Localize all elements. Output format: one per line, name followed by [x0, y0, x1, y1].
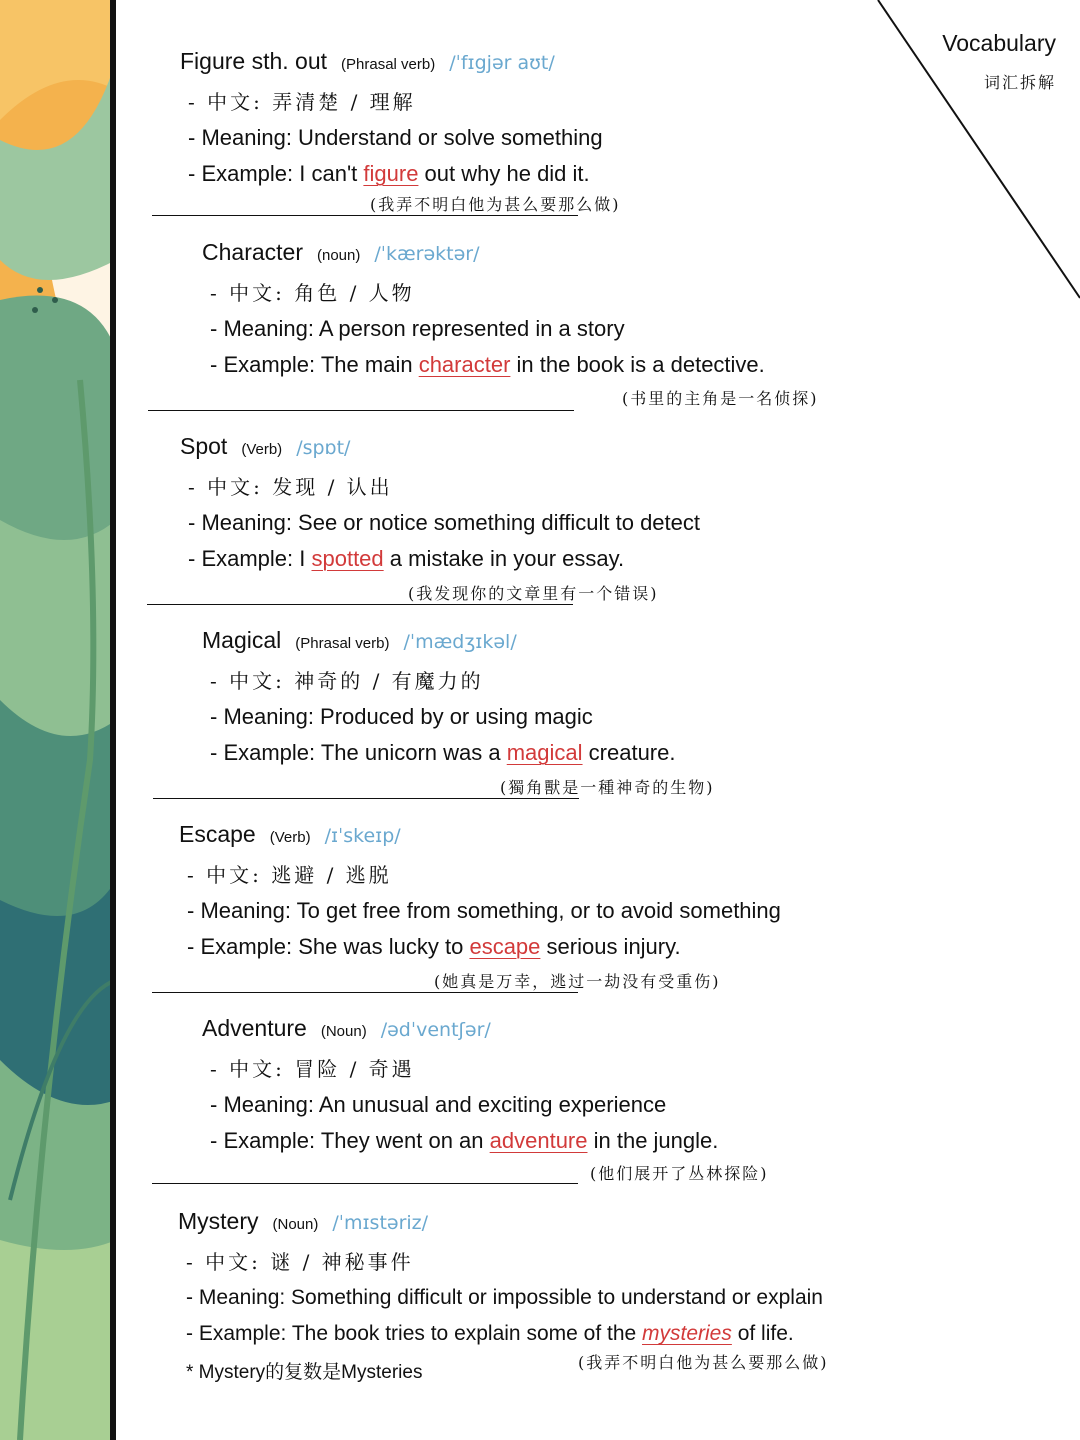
highlighted-word: spotted	[311, 546, 384, 571]
part-of-speech: (Noun)	[272, 1216, 319, 1233]
chinese-meaning: - 中文: 逃避 / 逃脱	[187, 863, 392, 887]
example-sentence: - Example: The book tries to explain some of the mysteries of life.	[186, 1322, 794, 1345]
vocab-word: Character	[202, 239, 303, 265]
vocab-word: Figure sth. out	[180, 48, 328, 74]
example-sentence: - Example: She was lucky to escape serious injury.	[187, 934, 681, 959]
vocab-word: Mystery	[178, 1208, 259, 1234]
example-translation: (他们展开了丛林探险)	[590, 1164, 769, 1183]
chinese-meaning: - 中文: 冒险 / 奇遇	[210, 1057, 415, 1081]
example-sentence: - Example: The main character in the book is a detective.	[210, 352, 765, 377]
section-subtitle: 词汇拆解	[983, 73, 1056, 92]
chinese-meaning: - 中文: 弄清楚 / 理解	[188, 90, 416, 114]
example-translation: (我发现你的文章里有一个错误)	[408, 584, 659, 603]
english-meaning: - Meaning: Produced by or using magic	[210, 704, 593, 729]
divider	[152, 1183, 578, 1184]
example-sentence: - Example: I spotted a mistake in your essay.	[188, 546, 625, 571]
pronunciation: /ˈmɪstəriz/	[332, 1212, 429, 1234]
part-of-speech: (Noun)	[320, 1023, 367, 1040]
part-of-speech: (Verb)	[241, 441, 283, 458]
example-translation: (我弄不明白他为甚么要那么做)	[578, 1353, 829, 1372]
example-sentence: - Example: I can't figure out why he did it.	[188, 161, 590, 186]
vocab-entry	[202, 627, 675, 766]
highlighted-word: character	[418, 352, 511, 377]
english-meaning: - Meaning: To get free from something, or to avoid something	[187, 898, 781, 923]
part-of-speech: (Phrasal verb)	[341, 56, 436, 73]
vocab-word: Adventure	[202, 1015, 307, 1041]
divider	[147, 604, 573, 605]
divider	[148, 410, 574, 411]
example-translation: (书里的主角是一名侦探)	[622, 389, 819, 408]
divider	[153, 798, 579, 799]
example-translation: (我弄不明白他为甚么要那么做)	[370, 195, 621, 214]
part-of-speech: (noun)	[316, 247, 361, 264]
part-of-speech: (Verb)	[269, 829, 311, 846]
vocab-entry	[202, 239, 765, 378]
example-sentence: - Example: They went on an adventure in the jungle.	[210, 1128, 719, 1153]
english-meaning: - Meaning: See or notice something difficult to detect	[188, 510, 700, 535]
section-title: Vocabulary	[942, 30, 1056, 56]
pronunciation: /ˈmædʒɪkəl/	[403, 631, 517, 653]
vocab-entry	[179, 821, 781, 960]
highlighted-word: escape	[469, 934, 541, 959]
english-meaning: - Meaning: An unusual and exciting experience	[210, 1092, 667, 1117]
english-meaning: - Meaning: Understand or solve something	[188, 125, 603, 150]
vocab-entry	[202, 1015, 718, 1154]
highlighted-word: figure	[363, 161, 419, 186]
english-meaning: - Meaning: Something difficult or impossible to understand or explain	[186, 1286, 823, 1309]
vocab-word: Magical	[202, 627, 282, 653]
divider	[152, 992, 578, 993]
pronunciation: /ˈkærəktər/	[374, 243, 480, 265]
highlighted-word: mysteries	[642, 1322, 732, 1345]
highlighted-word: magical	[506, 740, 583, 765]
vocab-word: Spot	[180, 433, 228, 459]
vocab-entry	[180, 48, 603, 187]
highlighted-word: adventure	[489, 1128, 588, 1153]
pronunciation: /spɒt/	[296, 437, 351, 459]
pronunciation: /ˈfɪgjər aʊt/	[449, 52, 555, 74]
english-meaning: - Meaning: A person represented in a story	[210, 316, 625, 341]
example-sentence: - Example: The unicorn was a magical creature.	[210, 740, 676, 765]
decorative-plant-illustration	[0, 0, 116, 1440]
chinese-meaning: - 中文: 神奇的 / 有魔力的	[210, 669, 484, 693]
example-translation: (獨角獸是一種神奇的生物)	[500, 778, 715, 797]
pronunciation: /ɪˈskeɪp/	[324, 825, 401, 847]
example-translation: (她真是万幸，逃过一劫没有受重伤)	[434, 972, 721, 991]
chinese-meaning: - 中文: 角色 / 人物	[210, 281, 415, 305]
part-of-speech: (Phrasal verb)	[295, 635, 390, 652]
plural-note: * Mystery的复数是Mysteries	[186, 1362, 423, 1383]
chinese-meaning: - 中文: 谜 / 神秘事件	[186, 1250, 414, 1274]
divider	[152, 215, 578, 216]
pronunciation: /ədˈventʃər/	[380, 1019, 491, 1041]
vocab-entry	[180, 433, 700, 572]
chinese-meaning: - 中文: 发现 / 认出	[188, 475, 393, 499]
vocab-word: Escape	[179, 821, 256, 847]
